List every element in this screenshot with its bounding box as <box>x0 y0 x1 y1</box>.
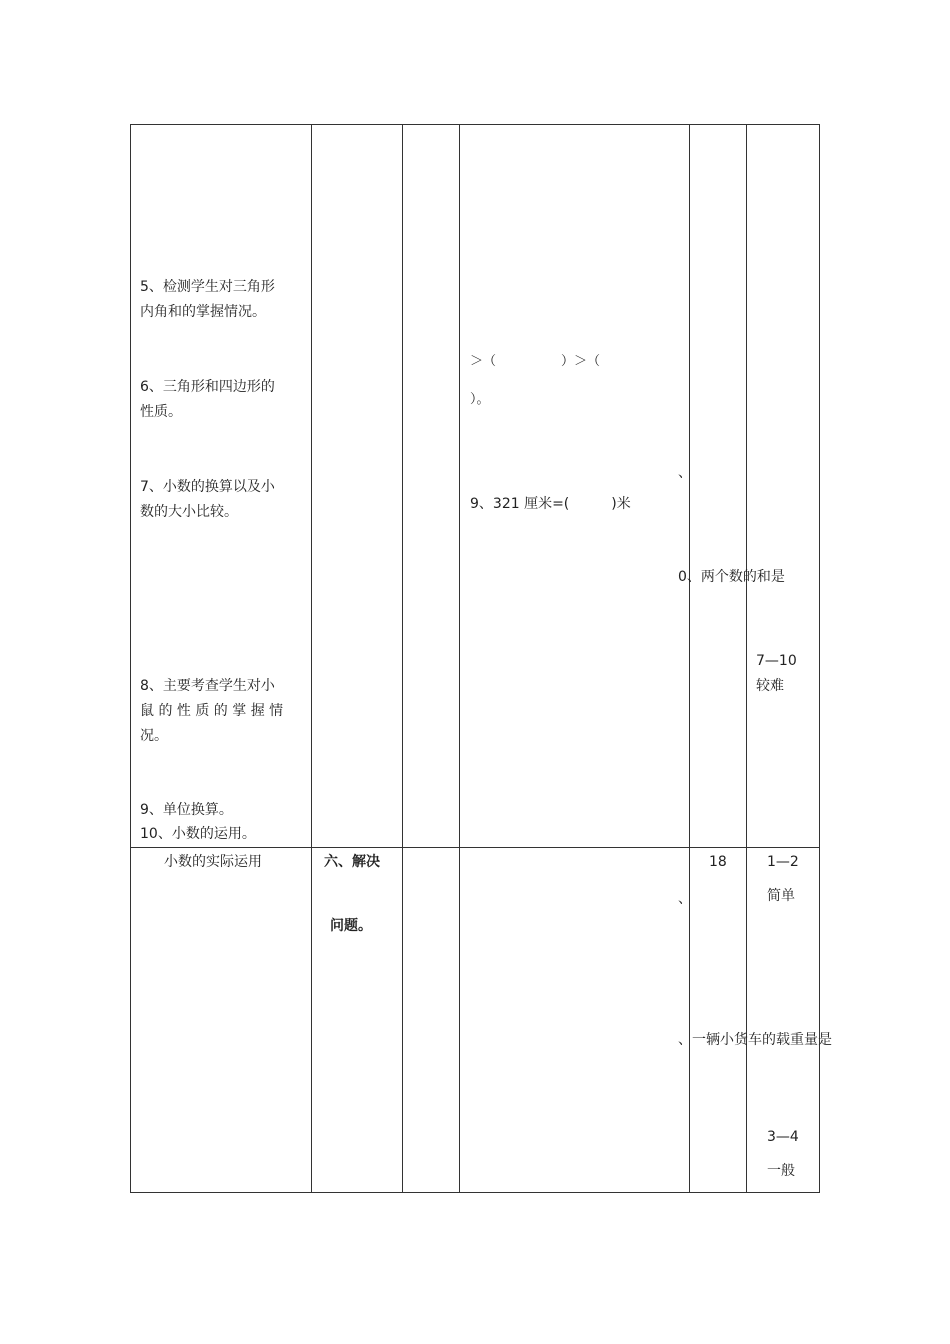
table-column-divider <box>459 124 460 1193</box>
table-left-border <box>130 124 131 1193</box>
difficulty-level: 一般 <box>767 1163 795 1179</box>
objective-10: 10、小数的运用。 <box>140 826 256 842</box>
question-range: 7—10 <box>756 653 797 669</box>
punctuation-mark: 、 <box>678 465 692 481</box>
objective-5-line1: 5、检测学生对三角形 <box>140 279 275 295</box>
objective-8-line1: 8、主要考查学生对小 <box>140 678 275 694</box>
question-9-unit-conversion: 9、321 厘米=( )米 <box>470 496 631 512</box>
comparison-end: ）。 <box>470 392 490 407</box>
table-column-divider <box>402 124 403 1193</box>
table-row-divider <box>130 847 820 848</box>
objective-6-line2: 性质。 <box>140 404 182 420</box>
comparison-blanks: ＞（ ）＞（ <box>470 354 601 369</box>
section-title-line1: 六、解决 <box>324 854 380 870</box>
objective-8-line3: 况。 <box>140 728 168 744</box>
difficulty-level: 简单 <box>767 888 795 904</box>
question-1-overflow-text: 、一辆小货车的载重量是 <box>678 1032 832 1048</box>
question-range: 1—2 <box>767 854 799 870</box>
objective-6-line1: 6、三角形和四边形的 <box>140 379 275 395</box>
table-column-divider <box>311 124 312 1193</box>
table-top-border <box>130 124 820 125</box>
objective-8-line2: 鼠 的 性 质 的 掌 握 情 <box>140 703 284 719</box>
difficulty-level: 较难 <box>756 678 784 694</box>
objective-9: 9、单位换算。 <box>140 802 233 818</box>
objective-7-line1: 7、小数的换算以及小 <box>140 479 275 495</box>
table-bottom-border <box>130 1192 820 1193</box>
objective-5-line2: 内角和的掌握情况。 <box>140 304 266 320</box>
section-score: 18 <box>709 854 727 870</box>
punctuation-mark: 、 <box>678 891 692 907</box>
question-10-overflow-text: 0、两个数的和是 <box>678 569 785 585</box>
knowledge-point: 小数的实际运用 <box>164 854 262 870</box>
question-range: 3—4 <box>767 1129 799 1145</box>
section-title-line2: 问题。 <box>330 918 372 934</box>
objective-7-line2: 数的大小比较。 <box>140 504 238 520</box>
